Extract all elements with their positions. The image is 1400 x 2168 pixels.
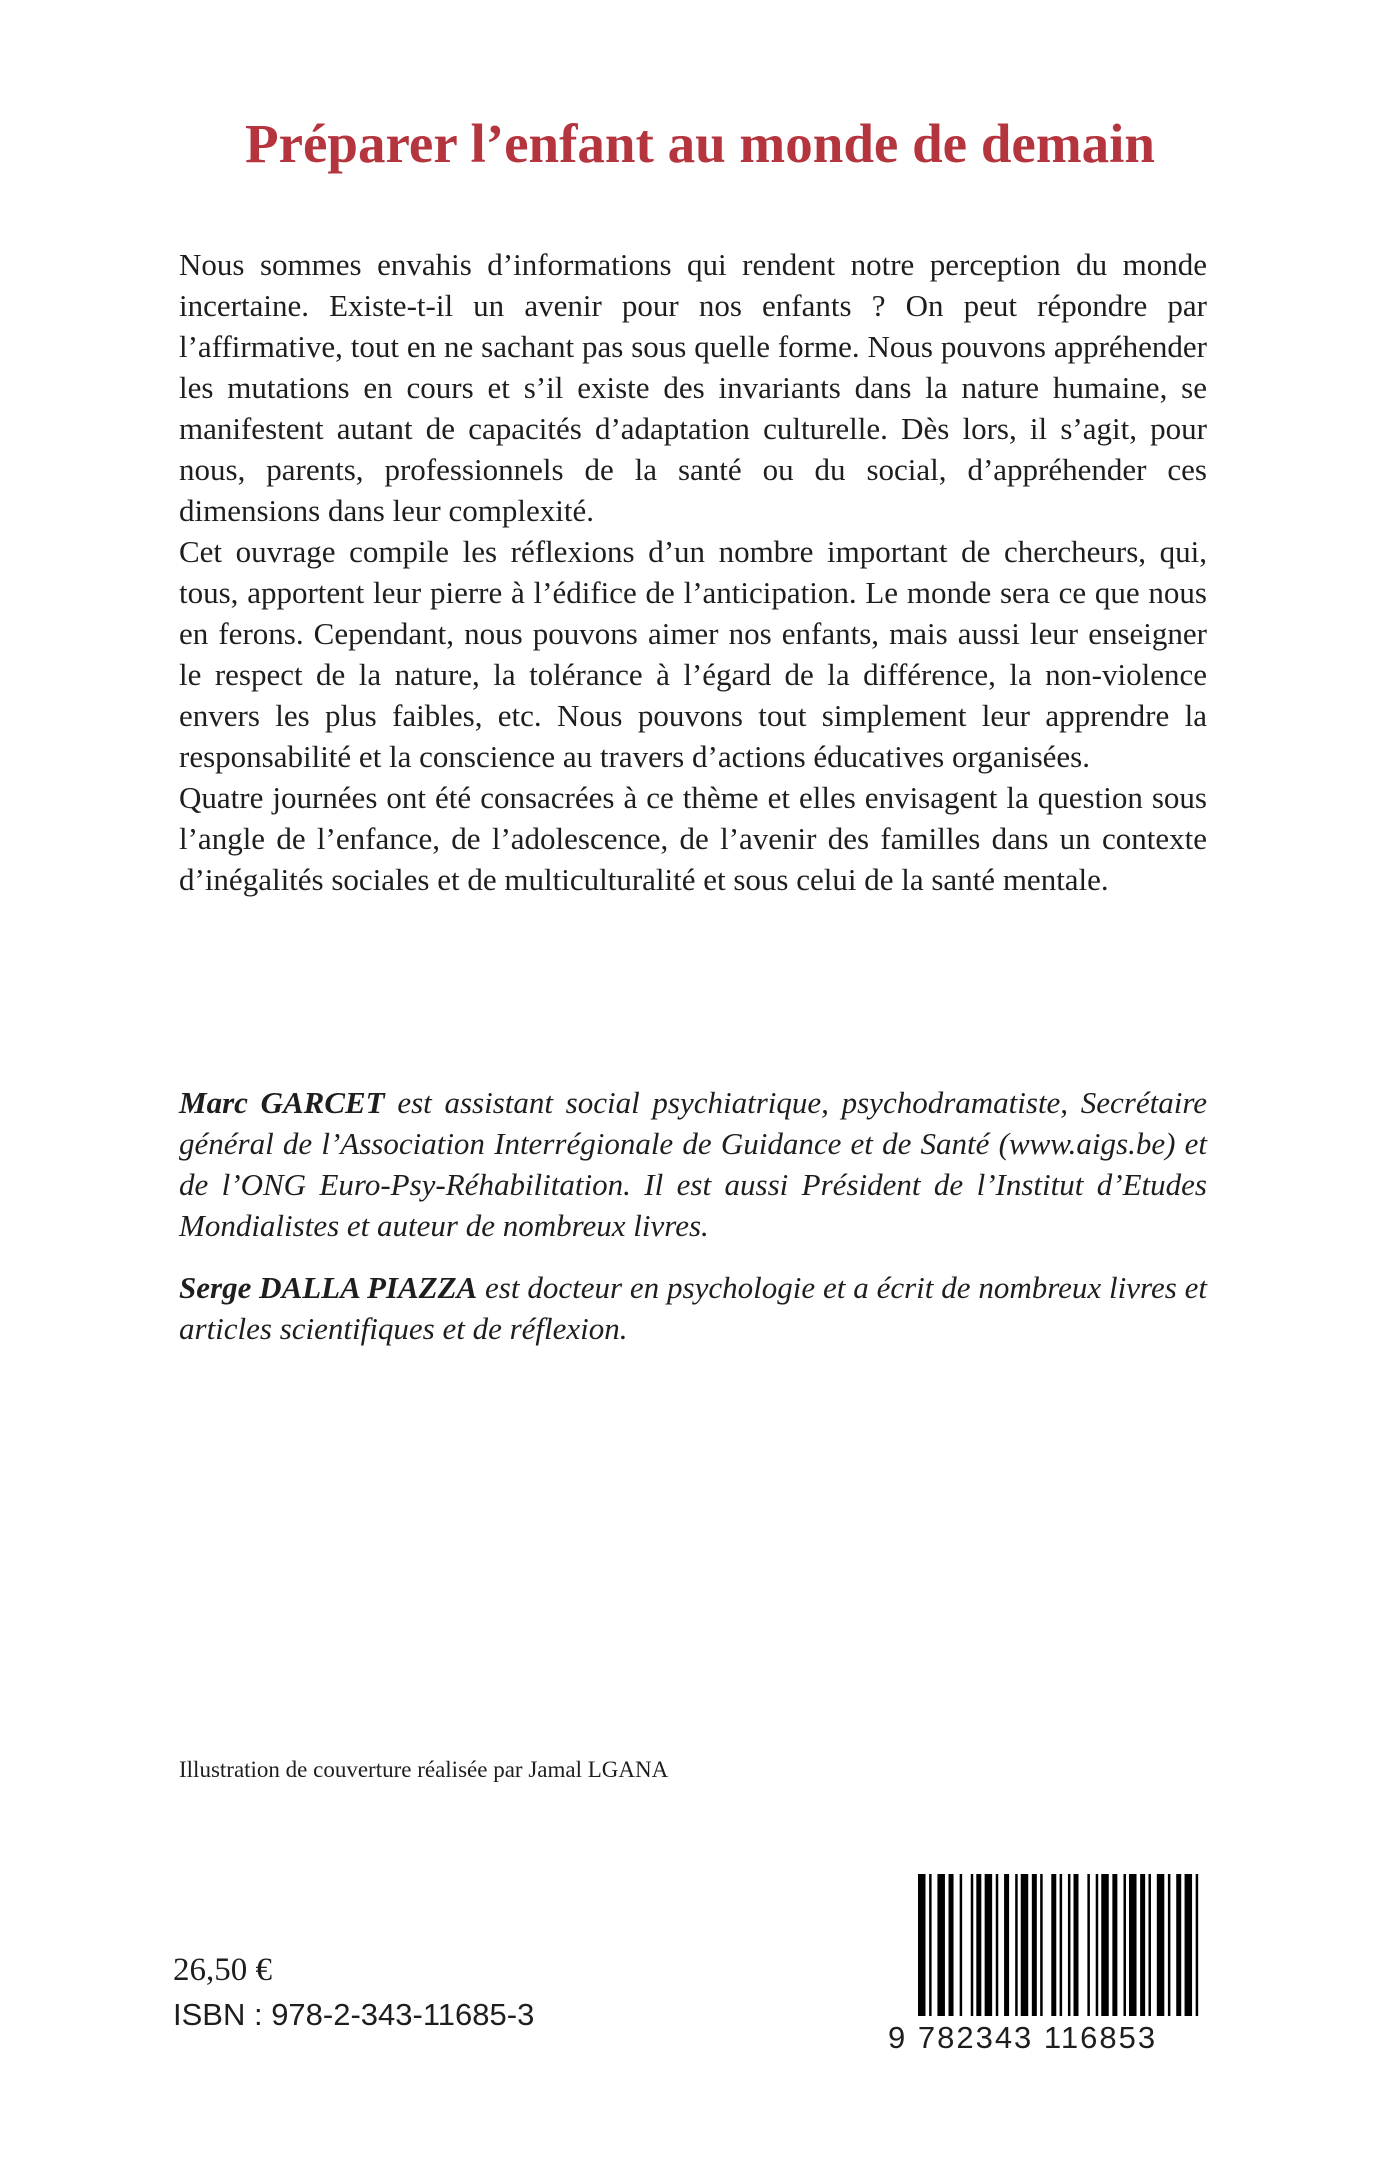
barcode-bar (1068, 1874, 1071, 2016)
author-name: Marc GARCET (179, 1085, 385, 1120)
barcode-bar (1140, 1874, 1145, 2016)
author-bio (179, 1267, 1207, 1349)
barcode-bar (960, 1874, 963, 2016)
barcode-bar (1157, 1874, 1165, 2016)
summary-paragraph: Quatre journées ont été consacrées à ce thème et elles envisagent la question sous l’angle de l’enfance, de l’adolescence, de l’avenir des familles dans un contexte d’inégalités sociales et de multiculturalité et sous celui de la santé mentale. (179, 780, 1207, 897)
illustration-credit: Illustration de couverture réalisée par Jamal LGANA (179, 1757, 669, 1782)
barcode-bar (1129, 1874, 1137, 2016)
barcode-bar (1015, 1874, 1018, 2016)
barcode-bar (1148, 1874, 1151, 2016)
summary-text (179, 244, 1207, 900)
barcode-bar (971, 1874, 974, 2016)
barcode-bar (1112, 1874, 1117, 2016)
barcode-bar (1021, 1874, 1029, 2016)
price: 26,50 € (173, 1952, 272, 1988)
barcode-bar (1096, 1874, 1099, 2016)
barcode-bar (1074, 1874, 1079, 2016)
author-bio-text: est docteur en psychologie et a écrit de nombreux livres et articles scientifiques et de réflexion. (179, 1270, 1208, 1346)
barcode-bar (1196, 1874, 1199, 2016)
barcode-bar (1168, 1874, 1171, 2016)
barcode-bar (1087, 1874, 1090, 2016)
barcode-bar (1040, 1874, 1043, 2016)
barcode-bar (1032, 1874, 1037, 2016)
barcode-digits: 9 782343 116853 (888, 2020, 1158, 2055)
barcode-bar (949, 1874, 954, 2016)
barcode-bar (929, 1874, 932, 2016)
isbn: ISBN : 978-2-343-11685-3 (173, 1997, 535, 2032)
barcode-bar (1123, 1874, 1126, 2016)
barcode-bar (918, 1874, 926, 2016)
barcode-bar (1060, 1874, 1063, 2016)
summary-paragraph: Cet ouvrage compile les réflexions d’un nombre important de chercheurs, qui, tous, apportent leur pierre à l’édifice de l’anticipation. Le monde sera ce que nous en ferons. Cependant, nous pouvons aimer nos enfants, mais aussi leur enseigner le respect de la nature, la tolérance à l’égard de la différence, la non-violence envers les plus faibles, etc. Nous pouvons tout simplement leur apprendre la responsabilité et la conscience au travers d’actions éducatives organisées. (179, 534, 1207, 774)
barcode-bar (1185, 1874, 1193, 2016)
barcode (888, 1868, 1204, 2055)
author-bio-text: est assistant social psychiatrique, psychodramatiste, Secrétaire général de l’Association Interrégionale de Guidance et de Santé (www.aigs.be) et de l’ONG Euro-Psy-Réhabilitation. Il est aussi Président de l’Institut d’Etudes Mondialistes et auteur de nombreux livres. (179, 1085, 1207, 1243)
author-name: Serge DALLA PIAZZA (179, 1270, 478, 1305)
barcode-bar (976, 1874, 981, 2016)
barcode-bar (1051, 1874, 1056, 2016)
barcode-bar (937, 1874, 945, 2016)
barcode-bar (985, 1874, 993, 2016)
barcode-bar (1101, 1874, 1109, 2016)
barcode-bar (996, 1874, 999, 2016)
barcode-bar (1176, 1874, 1181, 2016)
author-bio (179, 1082, 1207, 1246)
barcode-bars-icon (918, 1874, 1204, 2016)
book-title: Préparer l’enfant au monde de demain (245, 113, 1155, 174)
barcode-bar (1004, 1874, 1009, 2016)
summary-paragraph: Nous sommes envahis d’informations qui rendent notre perception du monde incertaine. Existe-t-il un avenir pour nos enfants ? On peut répondre par l’affirmative, tout en ne sachant pas sous quelle forme. Nous pouvons appréhender les mutations en cours et s’il existe des invariants dans la nature humaine, se manifestent autant de capacités d’adaptation culturelle. Dès lors, il s’agit, pour nous, parents, professionnels de la santé ou du social, d’appréhender ces dimensions dans leur complexité. (179, 247, 1207, 528)
